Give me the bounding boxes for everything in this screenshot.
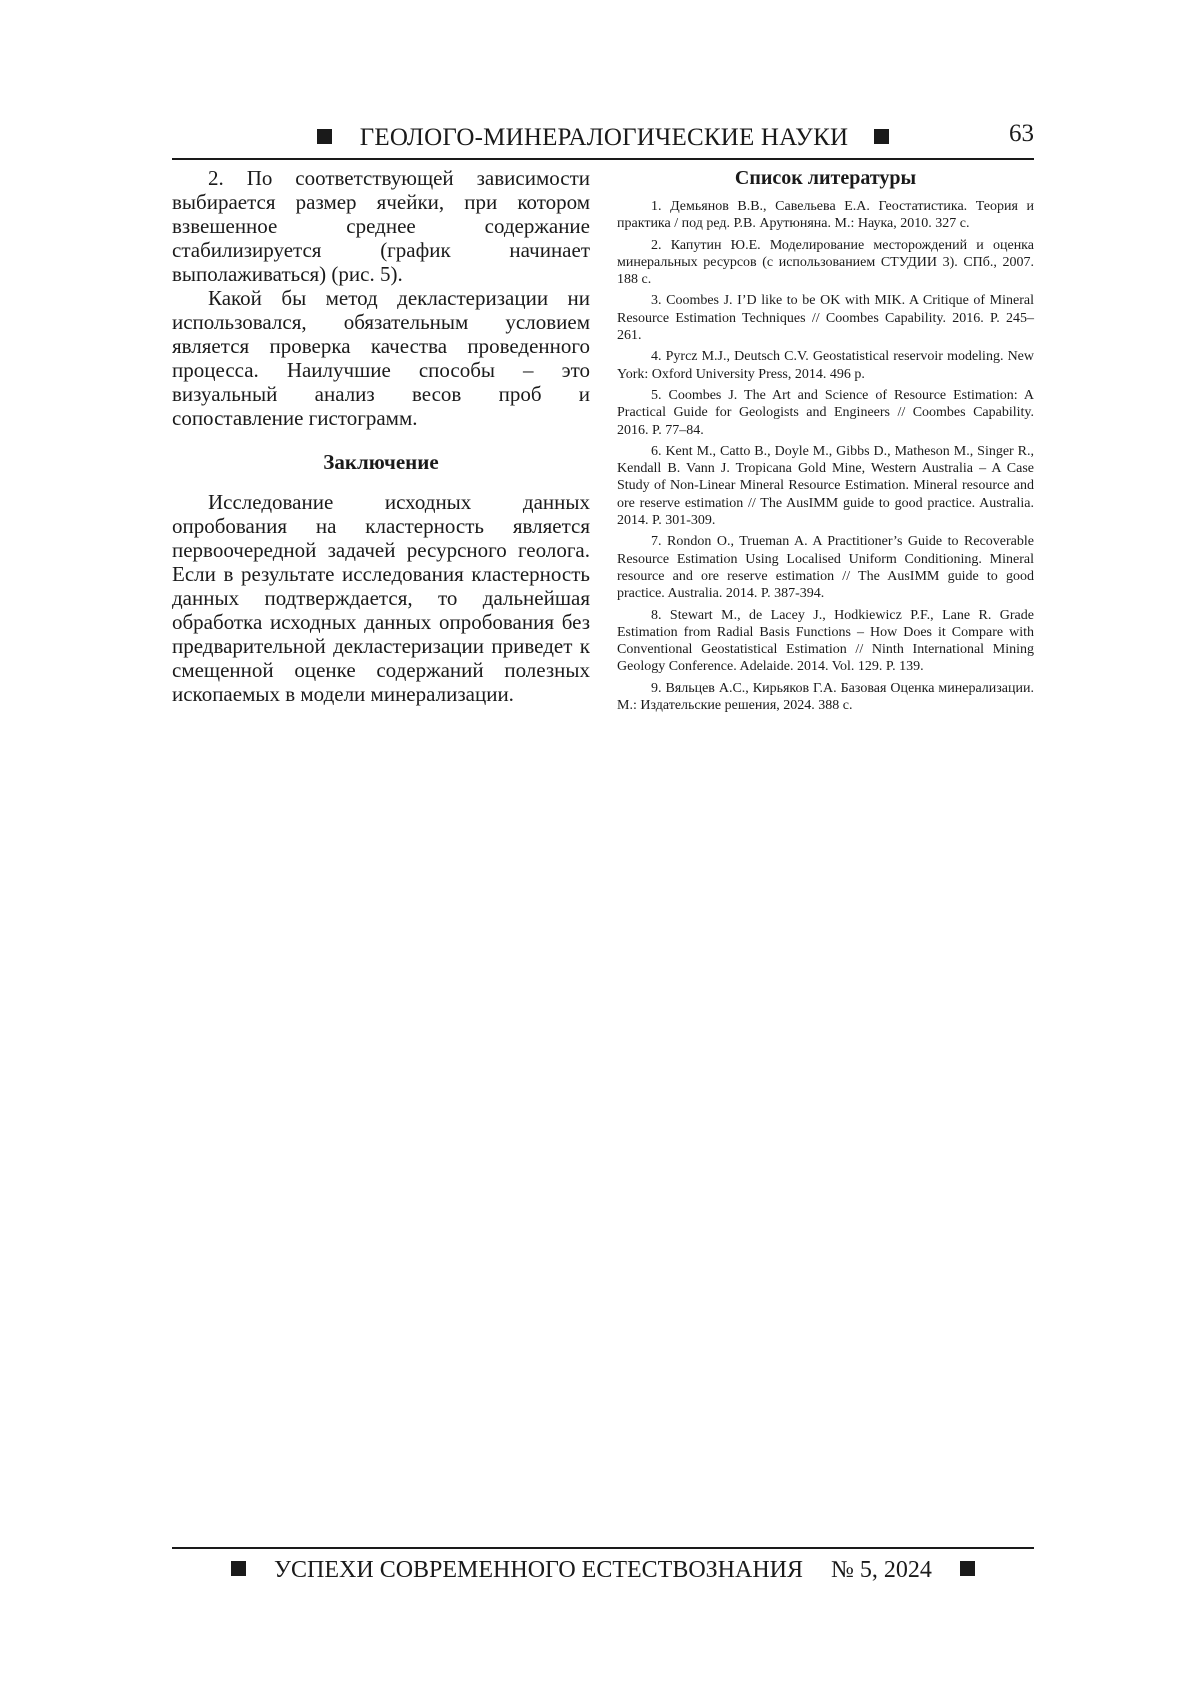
page-footer [172, 1547, 1034, 1593]
conclusion-heading: Заключение [323, 450, 439, 474]
references-column [617, 166, 1034, 718]
reference-item: 8. Stewart M., de Lacey J., Hodkiewicz P.F., Lane R. Grade Estimation from Radial Basis Functions – How Does it Compare with Conventional Geostatistical Estimation // Ninth International Mining Geology Conference. Adelaide. 2014. Vol. 129. P. 139. [617, 607, 1034, 675]
issue-number: № 5, 2024 [831, 1557, 932, 1583]
conclusion-paragraph: Исследование исходных данных опробования на кластерность является первоочередной задачей ресурсного геолога. Если в результате исследования кластерность данных подтверждается, то дальнейшая обработка исходных данных опробования без предварительной декластеризации приведет к смещенной оценке содержаний полезных ископаемых в модели минерализации. [172, 490, 590, 706]
journal-title: УСПЕХИ СОВРЕМЕННОГО ЕСТЕСТВОЗНАНИЯ [274, 1557, 804, 1583]
reference-item: 5. Coombes J. The Art and Science of Resource Estimation: A Practical Guide for Geologists and Engineers // Coombes Capability. 2016. P. 77–84. [617, 387, 1034, 438]
reference-item: 1. Демьянов В.В., Савельева Е.А. Геостатистика. Теория и практика / под ред. Р.В. Арутюняна. М.: Наука, 2010. 327 с. [617, 199, 1034, 232]
journal-line [172, 1557, 1034, 1584]
reference-item: 4. Pyrcz M.J., Deutsch C.V. Geostatistical reservoir modeling. New York: Oxford University Press, 2014. 496 p. [617, 349, 1034, 382]
reference-item: 9. Вяльцев А.С., Кирьяков Г.А. Базовая Оценка минерализации. М.: Издательские решения, 2024. 388 с. [617, 680, 1034, 714]
square-bullet-icon [231, 1561, 246, 1576]
page-number: 63 [1009, 120, 1034, 147]
section-heading: ГЕОЛОГО-МИНЕРАЛОГИЧЕСКИЕ НАУКИ [359, 124, 849, 151]
running-head [172, 124, 1034, 152]
body-paragraph: 2. По соответствующей зависимости выбирается размер ячейки, при котором взвешенное среднее содержание стабилизируется (график начинает выполаживаться) (рис. 5). [172, 166, 590, 286]
square-bullet-icon [874, 129, 889, 144]
reference-item: 2. Капутин Ю.Е. Моделирование месторождений и оценка минеральных ресурсов (с использованием СТУДИИ 3). СПб., 2007. 188 с. [617, 237, 1034, 288]
references-heading: Список литературы [734, 167, 917, 189]
reference-item: 6. Kent M., Catto B., Doyle M., Gibbs D., Matheson M., Singer R., Kendall B. Vann J. Tropicana Gold Mine, Western Australia – A Case Study of Non-Linear Mineral Resource Estimation. Mineral resource and ore reserve estimation // The AusIMM guide to good practice. Australia. 2014. P. 301-309. [617, 443, 1034, 529]
page-header [172, 116, 1034, 160]
reference-item: 3. Coombes J. I’D like to be OK with MIK. A Critique of Mineral Resource Estimation Techniques // Coombes Capability. 2016. P. 245–261. [617, 293, 1034, 344]
reference-item: 7. Rondon O., Trueman A. A Practitioner’s Guide to Recoverable Resource Estimation Using Localised Uniform Conditioning. Mineral resource and ore reserve estimation // The AusIMM guide to good practice. Australia. 2014. P. 387-394. [617, 534, 1034, 602]
body-paragraph: Какой бы метод декластеризации ни использовался, обязательным условием является проверка качества проведенного процесса. Наилучшие способы – это визуальный анализ весов проб и сопоставление гистограмм. [172, 286, 590, 430]
square-bullet-icon [317, 129, 332, 144]
left-column [172, 166, 590, 706]
square-bullet-icon [960, 1561, 975, 1576]
